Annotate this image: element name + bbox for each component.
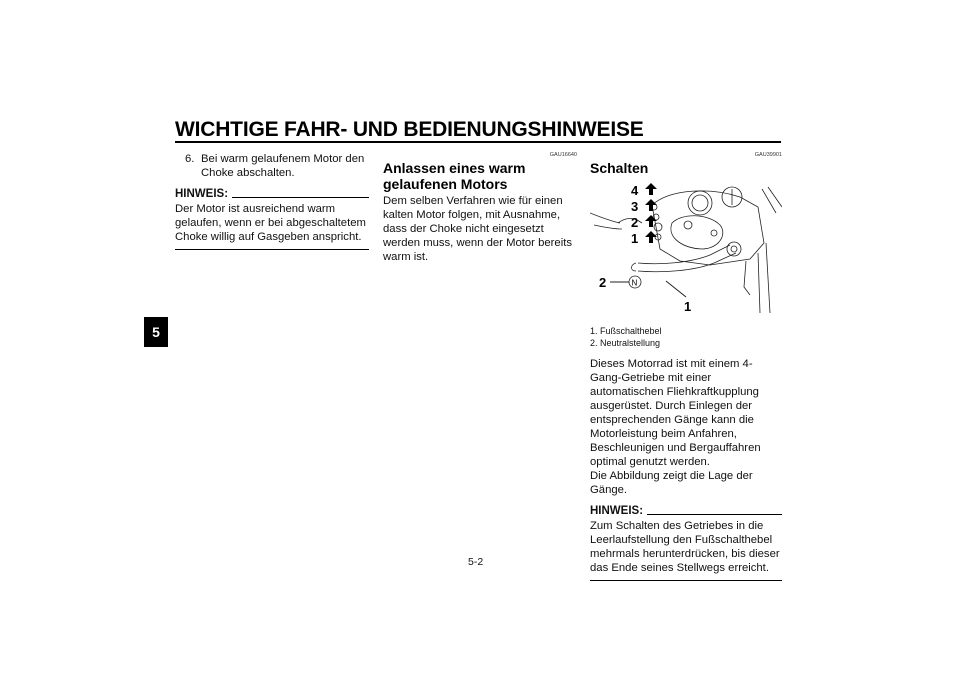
header-rule (175, 141, 781, 143)
section-title: Schalten (590, 160, 649, 176)
step-number: 6. (185, 153, 195, 165)
section-title: Anlassen eines warm gelaufenen Motors (383, 160, 526, 192)
paragraph: Die Abbildung zeigt die Lage der Gänge. (590, 470, 753, 496)
column-1 (175, 152, 369, 250)
note-heading (590, 504, 782, 518)
note-text: Zum Schalten des Getriebes in die Leerlaufstellung den Fußschalthebel mehrmals herunterdrücken, bis dieser das Ende seines Stellwegs erreicht. (590, 520, 780, 574)
section-body: Dem selben Verfahren wie für einen kalten Motor folgen, mit Ausnahme, dass der Choke nicht eingesetzt werden muss, wenn der Motor bereits warm ist. (383, 195, 572, 263)
column-2 (383, 152, 577, 264)
paragraph: Dieses Motorrad ist mit einem 4-Gang-Getriebe mit einer automatischen Fliehkraftkupplung ausgerüstet. Durch Einlegen der entsprechenden Gänge kann die Motorleistung beim Anfahren, Beschleunigen und Bergauffahren optimal genutzt werden. (590, 358, 761, 468)
gear-label-4: 4 (631, 183, 639, 198)
note-heading-rule (232, 197, 369, 198)
note-end-rule (590, 580, 782, 581)
note-label: HINWEIS: (590, 505, 644, 517)
note-end-rule (175, 249, 369, 250)
gear-label-3: 3 (631, 199, 639, 214)
column-3 (590, 152, 782, 581)
chapter-tab: 5 (144, 317, 168, 347)
step-text: Bei warm gelaufenem Motor den Choke abschalten. (201, 153, 365, 179)
caption-item: 1. Fußschalthebel (590, 326, 662, 336)
caption-item: 2. Neutralstellung (590, 338, 661, 348)
neutral-label: N (631, 278, 638, 288)
callout-1: 1 (684, 299, 692, 314)
gear-label-1: 1 (631, 231, 639, 246)
callout-2: 2 (599, 275, 607, 290)
note-heading (175, 187, 369, 201)
page-header-title: WICHTIGE FAHR- UND BEDIENUNGSHINWEISE (175, 118, 644, 141)
note-text: Der Motor ist ausreichend warm gelaufen, wenn er bei abgeschaltetem Choke willig auf Gasgeben anspricht. (175, 203, 366, 243)
gear-shift-illustration (590, 183, 782, 315)
figure-captions (590, 325, 782, 349)
gear-shift-figure (590, 183, 782, 315)
note-heading-rule (647, 514, 782, 515)
note-label: HINWEIS: (175, 188, 229, 200)
section-code: GAU39901 (754, 152, 782, 158)
step-item (185, 152, 369, 180)
page-number: 5-2 (468, 556, 484, 568)
gear-label-2: 2 (631, 215, 639, 230)
section-code: GAU16640 (549, 152, 577, 158)
